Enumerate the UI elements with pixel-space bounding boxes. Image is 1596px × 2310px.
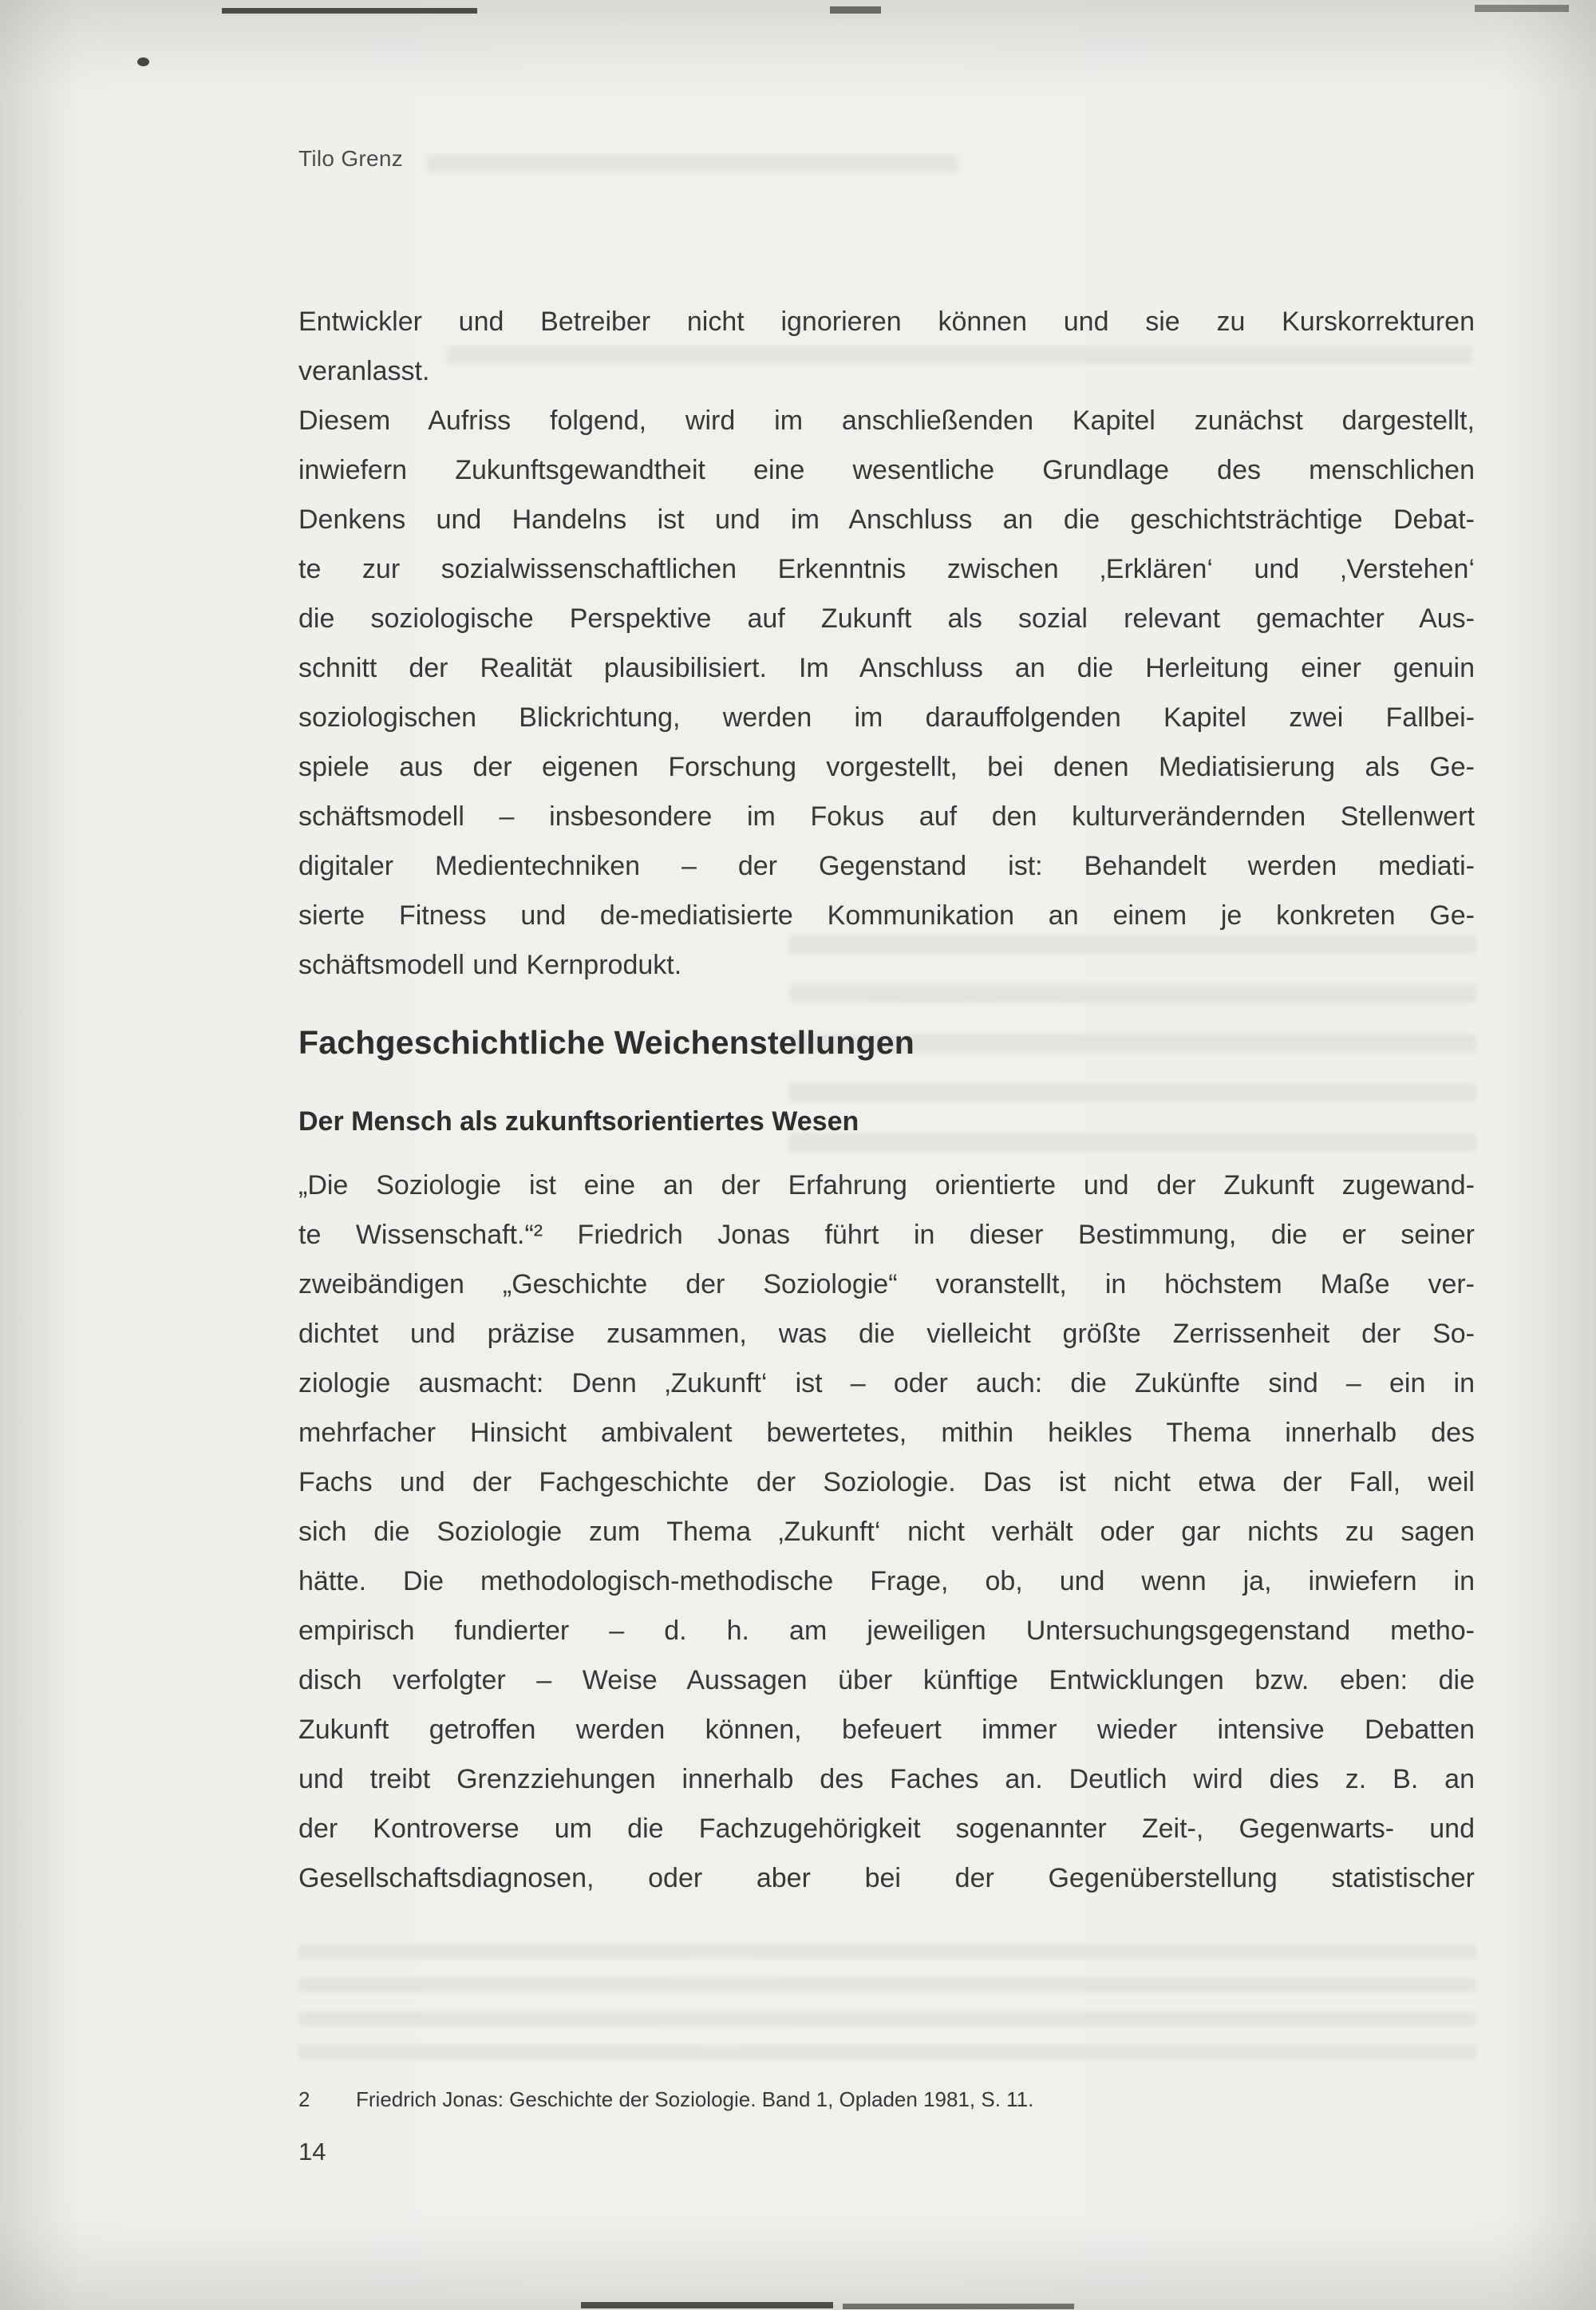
text-line: spiele aus der eigenen Forschung vorgestellt, bei denen Mediatisierung als Ge- (298, 752, 1475, 782)
text-line: inwiefern Zukunftsgewandtheit eine wesentliche Grundlage des menschlichen (298, 455, 1475, 485)
text-line: schäftsmodell und Kernprodukt. (298, 950, 682, 980)
bleed-through-text (298, 1938, 1476, 2072)
text-line: hätte. Die methodologisch-methodische Frage, ob, und wenn ja, inwiefern in (298, 1566, 1475, 1596)
body-text (298, 297, 1475, 1903)
text-line: und treibt Grenzziehungen innerhalb des Faches an. Deutlich wird dies z. B. an (298, 1764, 1475, 1794)
text-line: sich die Soziologie zum Thema ‚Zukunft‘ nicht verhält oder gar nichts zu sagen (298, 1517, 1475, 1547)
paragraph (298, 396, 1475, 990)
text-line: empirisch fundierter – d. h. am jeweiligen Untersuchungsgegenstand metho- (298, 1616, 1475, 1646)
text-line: Entwickler und Betreiber nicht ignorieren können und sie zu Kurskorrekturen (298, 307, 1475, 337)
text-line: te zur sozialwissenschaftlichen Erkenntnis zwischen ‚Erklären‘ und ‚Verstehen‘ (298, 554, 1475, 584)
scan-artifact-top-2 (830, 6, 881, 14)
subsection-heading: Der Mensch als zukunftsorientiertes Wesen (298, 1106, 859, 1137)
text-line: Zukunft getroffen werden können, befeuert immer wieder intensive Debatten (298, 1715, 1475, 1745)
running-header-author: Tilo Grenz (298, 146, 404, 171)
footnote-text: Friedrich Jonas: Geschichte der Soziologie. Band 1, Opladen 1981, S. 11. (356, 2087, 1034, 2111)
scan-artifact-top-1 (222, 8, 477, 14)
text-line: disch verfolgter – Weise Aussagen über künftige Entwicklungen bzw. eben: die (298, 1665, 1475, 1695)
text-line: Gesellschaftsdiagnosen, oder aber bei der Gegenüberstellung statistischer (298, 1863, 1475, 1893)
footnote (298, 2085, 1475, 2114)
text-line: schäftsmodell – insbesondere im Fokus auf den kulturverändernden Stellenwert (298, 801, 1475, 832)
text-line: mehrfacher Hinsicht ambivalent bewertetes, mithin heikles Thema innerhalb des (298, 1418, 1475, 1448)
text-line: zweibändigen „Geschichte der Soziologie“ voranstellt, in höchstem Maße ver- (298, 1269, 1475, 1299)
text-line: der Kontroverse um die Fachzugehörigkeit sogenannter Zeit-, Gegenwarts- und (298, 1814, 1475, 1844)
scan-artifact-speck (137, 57, 149, 66)
text-line: Fachs und der Fachgeschichte der Soziologie. Das ist nicht etwa der Fall, weil (298, 1467, 1475, 1497)
text-line: veranlasst. (298, 356, 430, 386)
paragraph (298, 1161, 1475, 1903)
scan-artifact-top-3 (1475, 5, 1569, 12)
text-line: te Wissenschaft.“² Friedrich Jonas führt in dieser Bestimmung, die er seiner (298, 1220, 1475, 1250)
paragraph (298, 297, 1475, 396)
scan-artifact-bottom-2 (843, 2304, 1074, 2309)
text-line: ziologie ausmacht: Denn ‚Zukunft‘ ist – oder auch: die Zukünfte sind – ein in (298, 1368, 1475, 1398)
text-line: „Die Soziologie ist eine an der Erfahrung orientierte und der Zukunft zugewand- (298, 1170, 1475, 1200)
text-line: digitaler Medientechniken – der Gegenstand ist: Behandelt werden mediati- (298, 851, 1475, 881)
footnote-number: 2 (298, 2087, 310, 2111)
text-line: dichtet und präzise zusammen, was die vielleicht größte Zerrissenheit der So- (298, 1319, 1475, 1349)
text-line: sierte Fitness und de-mediatisierte Kommunikation an einem je konkreten Ge- (298, 900, 1475, 931)
scan-artifact-bottom-1 (581, 2302, 833, 2308)
text-line: Denkens und Handelns ist und im Anschluss an die geschichtsträchtige Debat- (298, 504, 1475, 535)
section-heading: Fachgeschichtliche Weichenstellungen (298, 1024, 915, 1061)
text-line: soziologischen Blickrichtung, werden im darauffolgenden Kapitel zwei Fallbei- (298, 702, 1475, 733)
bleed-through-text (427, 150, 958, 177)
page-number: 14 (298, 2138, 326, 2166)
text-line: Diesem Aufriss folgend, wird im anschließenden Kapitel zunächst dargestellt, (298, 405, 1475, 436)
text-line: schnitt der Realität plausibilisiert. Im Anschluss an die Herleitung einer genuin (298, 653, 1475, 683)
text-line: die soziologische Perspektive auf Zukunft als sozial relevant gemachter Aus- (298, 603, 1475, 634)
